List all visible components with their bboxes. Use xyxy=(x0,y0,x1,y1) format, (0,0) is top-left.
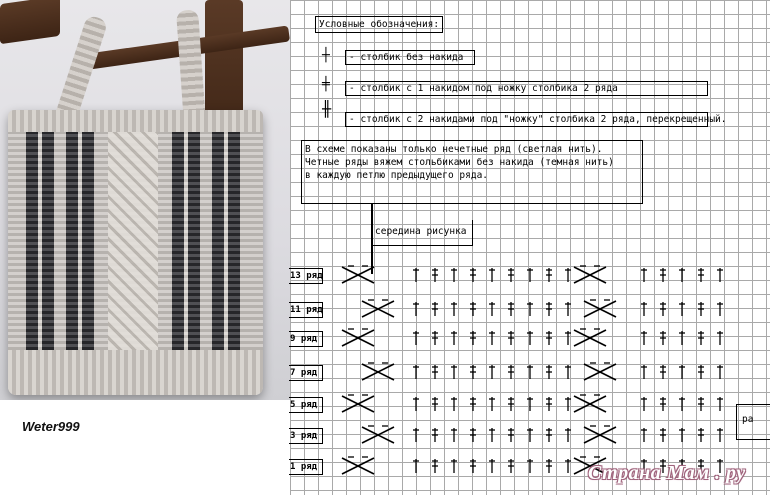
side-box-label: ра xyxy=(742,414,754,425)
crochet-chart-sheet xyxy=(290,0,770,495)
bag-bottom-band xyxy=(8,350,263,395)
watermark-logo: Страна Мам . ру xyxy=(588,462,746,484)
crossed-treble-icon: ╫ xyxy=(322,100,332,118)
legend-item-label-3: - столбик с 2 накидами под "ножку" столбика 2 ряда, перекрещенный. xyxy=(349,114,727,125)
row-label-9: 9 ряд xyxy=(290,334,318,344)
row-label-11: 11 ряд xyxy=(290,305,323,315)
row-label-13: 13 ряд xyxy=(290,271,323,281)
bag-rim xyxy=(8,110,263,132)
double-crochet-icon: ╪ xyxy=(322,77,330,92)
stitch-grid xyxy=(290,0,770,495)
row-label-3: 3 ряд xyxy=(290,431,318,441)
legend-item-label-2: - столбик с 1 накидом под ножку столбика 2 ряда xyxy=(349,83,618,94)
note-line-3: в каждую петлю предыдущего ряда. xyxy=(305,170,489,181)
row-label-7: 7 ряд xyxy=(290,368,318,378)
legend-item-label-1: - столбик без накида xyxy=(349,52,464,63)
note-line-2: Четные ряды вяжем стольбиками без накида (темная нить) xyxy=(305,157,614,168)
note-line-1: В схеме показаны только нечетные ряд (светлая нить). xyxy=(305,144,603,155)
single-crochet-icon: ┼ xyxy=(322,48,330,63)
center-label: середина рисунка xyxy=(375,226,467,237)
bag-photo xyxy=(0,0,290,400)
row-label-5: 5 ряд xyxy=(290,400,318,410)
bag-handle-left xyxy=(54,14,109,125)
bag-handle-right xyxy=(176,9,206,125)
author-signature: Weter999 xyxy=(22,419,80,434)
row-label-1: 1 ряд xyxy=(290,462,318,472)
legend-title: Условные обозначения: xyxy=(319,19,440,30)
chair-back-left xyxy=(0,0,60,44)
